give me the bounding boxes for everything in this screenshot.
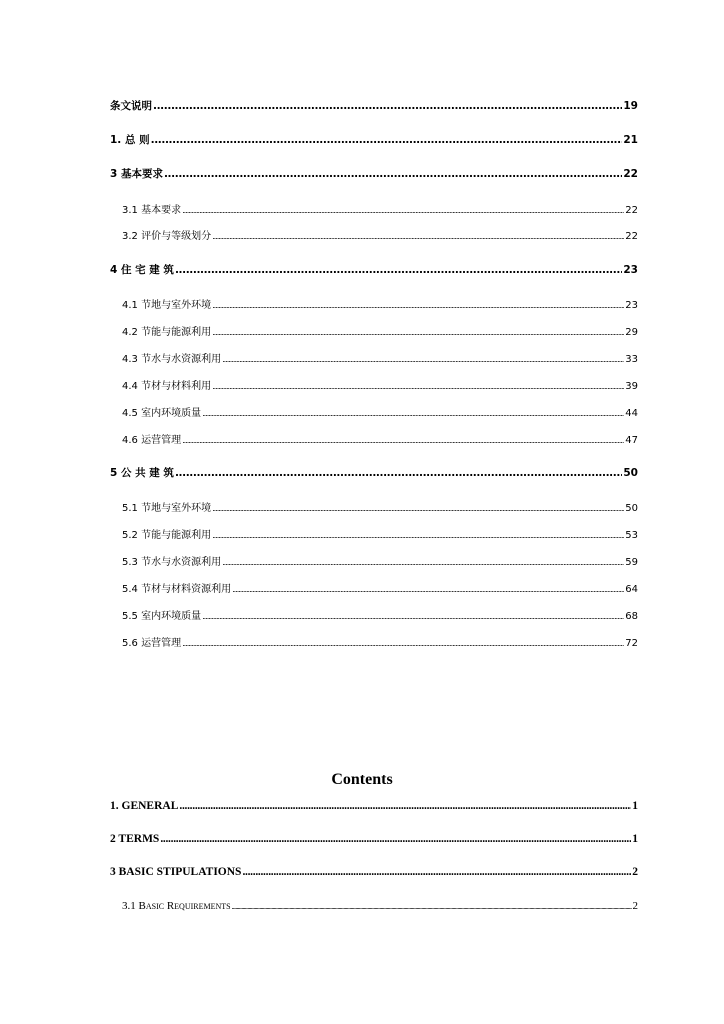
- toc-entry-label: 5.2 节能与能源利用: [122, 530, 212, 541]
- toc-entry-page: 68: [625, 611, 638, 622]
- toc-entry[interactable]: [110, 166, 638, 181]
- toc-leader-dots: [202, 409, 624, 418]
- toc-entry[interactable]: [122, 900, 638, 912]
- toc-entry-page: 1: [632, 833, 638, 845]
- toc-leader-dots: [175, 264, 622, 276]
- toc-entry[interactable]: [110, 132, 638, 147]
- toc-entry-page: 1: [632, 800, 638, 812]
- toc-entry-page: 53: [625, 530, 638, 541]
- toc-entry-page: 2: [632, 866, 638, 878]
- toc-entry[interactable]: [110, 98, 638, 113]
- toc-entry-page: 29: [625, 327, 638, 338]
- toc-entry[interactable]: [122, 201, 638, 216]
- toc-entry-page: 72: [625, 638, 638, 649]
- toc-entry[interactable]: [122, 377, 638, 392]
- toc-entry-page: 44: [625, 408, 638, 419]
- toc-entry-label: 3 BASIC STIPULATIONS: [110, 866, 242, 878]
- toc-leader-dots: [212, 328, 624, 337]
- toc-leader-dots: [160, 833, 631, 845]
- toc-leader-dots: [212, 504, 624, 513]
- toc-leader-dots: [182, 639, 624, 648]
- toc-entry[interactable]: [122, 553, 638, 568]
- toc-entry-label: 2 TERMS: [110, 833, 160, 845]
- toc-entry-label: 3.1 基本要求: [122, 205, 182, 216]
- toc-entry-page: 59: [625, 557, 638, 568]
- toc-entry[interactable]: [110, 800, 638, 812]
- toc-entry[interactable]: [110, 262, 638, 277]
- toc-entry-page: 19: [623, 100, 638, 112]
- toc-entry-page: 39: [625, 381, 638, 392]
- toc-leader-dots: [212, 382, 624, 391]
- toc-entry[interactable]: [122, 404, 638, 419]
- toc-entry-page: 22: [625, 231, 638, 242]
- toc-entry-page: 21: [623, 134, 638, 146]
- toc-leader-dots: [222, 355, 624, 364]
- toc-entry-page: 50: [625, 503, 638, 514]
- toc-entry[interactable]: [110, 465, 638, 480]
- toc-entry-label: 4.5 室内环境质量: [122, 408, 202, 419]
- toc-leader-dots: [153, 100, 622, 112]
- toc-entry-label: 1. GENERAL: [110, 800, 179, 812]
- toc-leader-dots: [175, 467, 622, 479]
- toc-entry-label: 4 住 宅 建 筑: [110, 264, 174, 276]
- toc-entry[interactable]: [110, 833, 638, 845]
- toc-entry[interactable]: [122, 227, 638, 242]
- toc-leader-dots: [222, 558, 624, 567]
- toc-entry-page: 64: [625, 584, 638, 595]
- toc-leader-dots: [212, 232, 624, 241]
- toc-entry[interactable]: [122, 580, 638, 595]
- toc-leader-dots: [179, 800, 631, 812]
- toc-leader-dots: [212, 531, 624, 540]
- toc-entry-label: 1. 总 则: [110, 134, 150, 146]
- toc-entry-label: 4.2 节能与能源利用: [122, 327, 212, 338]
- toc-entry-label: 4.4 节材与材料利用: [122, 381, 212, 392]
- toc-entry-page: 47: [625, 435, 638, 446]
- toc-entry[interactable]: [122, 607, 638, 622]
- toc-leader-dots: [242, 866, 631, 878]
- toc-leader-dots: [232, 902, 632, 911]
- toc-entry-label: 3.1 Basic Requirements: [122, 900, 231, 912]
- toc-entry[interactable]: [122, 526, 638, 541]
- toc-entry-label: 5.4 节材与材料资源利用: [122, 584, 232, 595]
- toc-leader-dots: [182, 436, 624, 445]
- toc-entry[interactable]: [110, 866, 638, 878]
- toc-entry-label: 3.2 评价与等级划分: [122, 231, 212, 242]
- toc-entry-page: 23: [623, 264, 638, 276]
- toc-entry-label: 5 公 共 建 筑: [110, 467, 174, 479]
- toc-entry-page: 22: [625, 205, 638, 216]
- toc-entry[interactable]: [122, 431, 638, 446]
- toc-leader-dots: [164, 168, 622, 180]
- toc-leader-dots: [232, 585, 624, 594]
- toc-entry-page: 22: [623, 168, 638, 180]
- toc-leader-dots: [212, 301, 624, 310]
- toc-entry-label: 5.3 节水与水资源利用: [122, 557, 222, 568]
- toc-entry-label: 4.6 运营管理: [122, 435, 182, 446]
- toc-entry[interactable]: [122, 296, 638, 311]
- toc-entry-label: 4.3 节水与水资源利用: [122, 354, 222, 365]
- toc-entry-page: 33: [625, 354, 638, 365]
- toc-entry-label: 条文说明: [110, 100, 152, 112]
- toc-entry-label: 5.6 运营管理: [122, 638, 182, 649]
- toc-leader-dots: [151, 134, 623, 146]
- toc-entry[interactable]: [122, 323, 638, 338]
- toc-entry-label: 3 基本要求: [110, 168, 163, 180]
- toc-entry-page: 23: [625, 300, 638, 311]
- toc-entry[interactable]: [122, 350, 638, 365]
- toc-entry-label: 5.1 节地与室外环境: [122, 503, 212, 514]
- toc-leader-dots: [182, 206, 624, 215]
- toc-entry-label: 4.1 节地与室外环境: [122, 300, 212, 311]
- contents-heading: Contents: [331, 771, 393, 788]
- toc-leader-dots: [202, 612, 624, 621]
- toc-entry-page: 50: [623, 467, 638, 479]
- toc-entry-page: 2: [632, 900, 638, 912]
- toc-entry[interactable]: [122, 499, 638, 514]
- toc-entry[interactable]: [122, 634, 638, 649]
- toc-entry-label: 5.5 室内环境质量: [122, 611, 202, 622]
